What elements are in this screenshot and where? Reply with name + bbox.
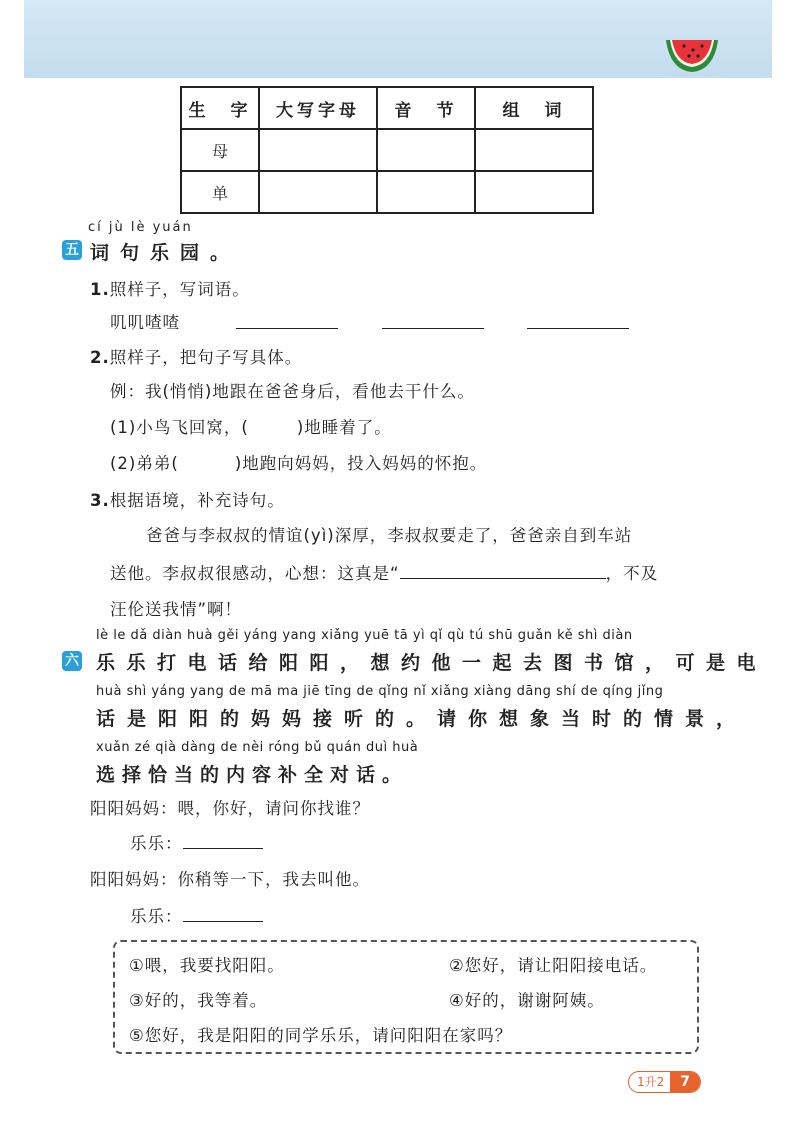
table-header: 组 词 (475, 87, 593, 129)
q2-prompt (90, 344, 302, 368)
table-cell-char: 单 (181, 171, 259, 213)
section6-line2: 话是阳阳的妈妈接听的。请你想象当时的情景， (96, 708, 748, 730)
table-cell-input[interactable] (259, 171, 377, 213)
dialog-speaker: 乐乐： (130, 834, 183, 853)
table-header: 生 字 (181, 87, 259, 129)
q2-text: 照样子，把句子写具体。 (109, 348, 303, 367)
q3-text: 根据语境，补充诗句。 (109, 491, 285, 510)
table-row (181, 171, 593, 213)
dialog-blank-1[interactable] (183, 832, 263, 849)
table-cell-input[interactable] (475, 171, 593, 213)
q3-para2-start: 送他。李叔叔很感动，心想：这真是“ (110, 564, 400, 583)
q3-poem-blank[interactable] (400, 560, 606, 579)
option-4[interactable]: ④好的，谢谢阿姨。 (449, 991, 605, 1010)
page-number-tag (628, 1071, 701, 1093)
q2-item2-end: )地跑向妈妈，投入妈妈的怀抱。 (234, 454, 488, 473)
page-number: 7 (670, 1072, 700, 1092)
q2-number: 2. (90, 348, 110, 367)
q2-item1-start: (1)小鸟飞回窝，( (110, 418, 249, 437)
q1-number: 1. (90, 280, 110, 299)
table-cell-input[interactable] (377, 171, 475, 213)
q2-item1-end: )地睡着了。 (296, 418, 392, 437)
q3-para1: 爸爸与李叔叔的情谊(yì)深厚，李叔叔要走了，爸爸亲自到车站 (146, 526, 633, 545)
q1-example: 叽叽喳喳 (110, 313, 180, 332)
section6-line2-pinyin: huà shì yáng yang de mā ma jiē tīng de qǐng nǐ xiǎng xiàng dāng shí de qíng jǐng (96, 684, 664, 699)
q3-prompt (90, 487, 285, 511)
q1-blank-3[interactable] (527, 328, 629, 329)
q1-blank-1[interactable] (236, 328, 338, 329)
watermelon-icon (662, 34, 722, 74)
option-1[interactable]: ①喂，我要找阳阳。 (129, 956, 285, 975)
dialog-line-2 (130, 830, 263, 854)
dialog-line-3: 阳阳妈妈：你稍等一下，我去叫他。 (90, 870, 370, 889)
section5-pinyin: cí jù lè yuán (88, 220, 193, 235)
q2-item2-start: (2)弟弟( (110, 454, 179, 473)
section6-line3: 选择恰当的内容补全对话。 (96, 764, 409, 786)
character-table (180, 86, 594, 214)
table-cell-input[interactable] (377, 129, 475, 171)
q2-item2 (110, 450, 487, 474)
q3-number: 3. (90, 491, 110, 510)
dialog-line-4 (130, 903, 263, 927)
q3-para2-end: ，不及 (605, 564, 659, 583)
section5-badge: 五 (62, 240, 82, 260)
option-3[interactable]: ③好的，我等着。 (129, 991, 268, 1010)
table-cell-input[interactable] (259, 129, 377, 171)
q2-item1 (110, 414, 392, 438)
q2-example: 例：我(悄悄)地跟在爸爸身后，看他去干什么。 (110, 382, 475, 401)
dialog-line-1: 阳阳妈妈：喂，你好，请问你找谁？ (90, 799, 370, 818)
section5-title: 词句乐园。 (90, 242, 241, 264)
dialog-blank-2[interactable] (183, 905, 263, 922)
table-header: 音 节 (377, 87, 475, 129)
table-row (181, 129, 593, 171)
table-cell-input[interactable] (475, 129, 593, 171)
dialog-speaker: 乐乐： (130, 907, 183, 926)
option-2[interactable]: ②您好，请让阳阳接电话。 (449, 956, 658, 975)
q3-para2 (110, 560, 658, 584)
q1-text: 照样子，写词语。 (109, 280, 250, 299)
table-header: 大写字母 (259, 87, 377, 129)
section6-line3-pinyin: xuǎn zé qià dàng de nèi róng bǔ quán duì huà (96, 740, 419, 755)
options-box (113, 940, 699, 1054)
section6-badge: 六 (62, 651, 82, 671)
grade-label: 1升2 (637, 1075, 665, 1089)
q1-blank-2[interactable] (382, 328, 484, 329)
section6-line1: 乐乐打电话给阳阳，想约他一起去图书馆，可是电 (96, 652, 768, 674)
q3-para3: 汪伦送我情”啊！ (110, 600, 243, 619)
section6-line1-pinyin: lè le dǎ diàn huà gěi yáng yang xiǎng yuē tā yì qǐ qù tú shū guǎn kě shì diàn (96, 628, 633, 643)
header-band (24, 0, 772, 78)
table-cell-char: 母 (181, 129, 259, 171)
option-5[interactable]: ⑤您好，我是阳阳的同学乐乐，请问阳阳在家吗？ (129, 1026, 513, 1045)
table-header-row (181, 87, 593, 129)
q1-prompt (90, 276, 250, 300)
